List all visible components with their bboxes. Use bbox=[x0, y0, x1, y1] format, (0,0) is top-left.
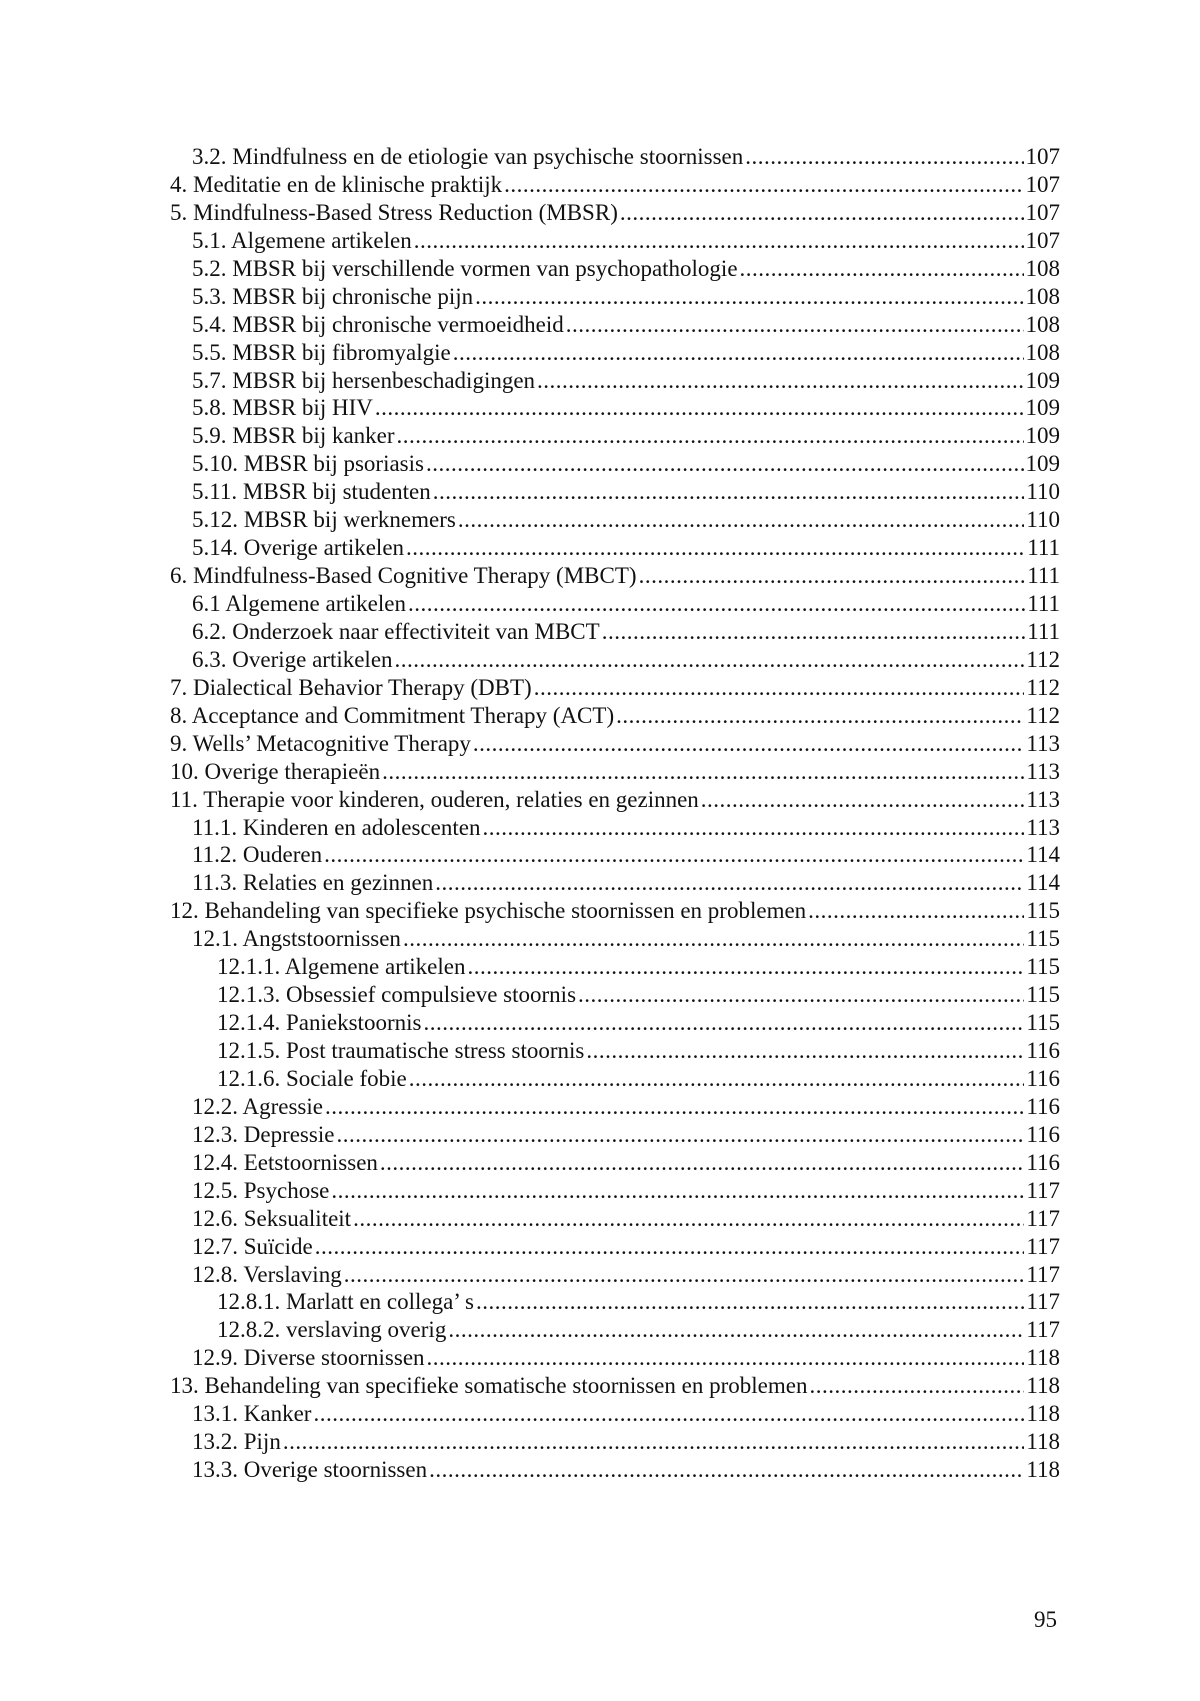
toc-entry[interactable] bbox=[170, 143, 1060, 171]
toc-entry-page: 118 bbox=[1026, 1345, 1060, 1371]
dot-leader bbox=[408, 590, 1025, 618]
toc-entry-page: 117 bbox=[1026, 1233, 1060, 1259]
toc-entry-page: 118 bbox=[1026, 1457, 1060, 1483]
toc-entry-label: 6. Mindfulness-Based Cognitive Therapy (MBCT) bbox=[170, 563, 637, 589]
toc-entry-label: 5.10. MBSR bij psoriasis bbox=[192, 451, 424, 477]
dot-leader bbox=[435, 869, 1024, 897]
toc-entry-page: 117 bbox=[1026, 1261, 1060, 1287]
toc-entry-label: 5.4. MBSR bij chronische vermoeidheid bbox=[192, 311, 564, 337]
toc-entry[interactable] bbox=[170, 1149, 1060, 1177]
toc-entry-label: 11.3. Relaties en gezinnen bbox=[192, 870, 434, 896]
toc-entry-label: 13.2. Pijn bbox=[192, 1429, 281, 1455]
dot-leader bbox=[397, 422, 1024, 450]
toc-entry-page: 116 bbox=[1026, 1038, 1060, 1063]
dot-leader bbox=[534, 674, 1025, 702]
toc-entry-label: 12.6. Seksualiteit bbox=[192, 1205, 352, 1231]
dot-leader bbox=[427, 1344, 1025, 1372]
toc-entry-label: 7. Dialectical Behavior Therapy (DBT) bbox=[170, 674, 532, 700]
toc-entry[interactable] bbox=[170, 1065, 1060, 1093]
toc-entry[interactable] bbox=[170, 786, 1060, 814]
toc-entry-label: 5.14. Overige artikelen bbox=[192, 535, 405, 561]
toc-entry-page: 110 bbox=[1026, 479, 1060, 505]
toc-entry-label: 6.2. Onderzoek naar effectiviteit van MBCT bbox=[192, 618, 600, 644]
toc-entry-label: 9. Wells’ Metacognitive Therapy bbox=[170, 730, 471, 756]
toc-entry-page: 112 bbox=[1026, 702, 1060, 728]
toc-entry-label: 5.12. MBSR bij werknemers bbox=[192, 507, 456, 533]
toc-entry-label: 5.8. MBSR bij HIV bbox=[192, 395, 373, 421]
toc-entry-label: 10. Overige therapieën bbox=[170, 758, 381, 784]
dot-leader bbox=[324, 841, 1024, 869]
toc-entry-page: 114 bbox=[1026, 842, 1060, 868]
toc-entry-page: 109 bbox=[1025, 367, 1060, 393]
dot-leader bbox=[429, 1456, 1024, 1484]
toc-entry[interactable] bbox=[170, 1372, 1060, 1400]
toc-entry-page: 107 bbox=[1025, 227, 1060, 253]
toc-entry-page: 118 bbox=[1026, 1373, 1060, 1399]
toc-entry-label: 6.3. Overige artikelen bbox=[192, 646, 393, 672]
toc-entry[interactable] bbox=[170, 394, 1060, 422]
dot-leader bbox=[406, 534, 1025, 562]
dot-leader bbox=[414, 227, 1024, 255]
toc-entry[interactable] bbox=[170, 953, 1060, 981]
table-of-contents bbox=[170, 143, 1060, 1484]
toc-entry-label: 3.2. Mindfulness en de etiologie van psychische stoornissen bbox=[192, 144, 744, 169]
toc-entry-label: 5.7. MBSR bij hersenbeschadigingen bbox=[192, 367, 536, 393]
toc-entry-page: 118 bbox=[1026, 1429, 1060, 1455]
dot-leader bbox=[423, 1009, 1024, 1037]
toc-entry[interactable] bbox=[170, 1456, 1060, 1484]
dot-leader bbox=[375, 394, 1024, 422]
toc-entry-label: 12.8. Verslaving bbox=[192, 1261, 342, 1287]
toc-entry-page: 116 bbox=[1026, 1149, 1060, 1175]
toc-entry-page: 117 bbox=[1026, 1205, 1060, 1231]
toc-entry-page: 117 bbox=[1026, 1289, 1060, 1315]
dot-leader bbox=[467, 953, 1024, 981]
dot-leader bbox=[336, 1121, 1024, 1149]
toc-entry-label: 12.1.1. Algemene artikelen bbox=[217, 954, 466, 980]
toc-entry[interactable] bbox=[170, 506, 1060, 534]
toc-entry[interactable] bbox=[170, 1233, 1060, 1261]
dot-leader bbox=[473, 730, 1024, 758]
toc-entry-label: 8. Acceptance and Commitment Therapy (ACT) bbox=[170, 702, 615, 728]
toc-entry[interactable] bbox=[170, 227, 1060, 255]
dot-leader bbox=[458, 506, 1024, 534]
toc-entry-label: 12.1. Angststoornissen bbox=[192, 926, 401, 952]
toc-entry-page: 109 bbox=[1025, 423, 1060, 449]
toc-entry[interactable] bbox=[170, 590, 1060, 618]
toc-entry-label: 13.3. Overige stoornissen bbox=[192, 1457, 428, 1483]
toc-entry-page: 109 bbox=[1025, 395, 1060, 421]
dot-leader bbox=[475, 283, 1023, 311]
toc-entry-page: 110 bbox=[1026, 507, 1060, 533]
dot-leader bbox=[745, 143, 1023, 171]
toc-entry[interactable] bbox=[170, 1037, 1060, 1065]
toc-entry-page: 117 bbox=[1026, 1317, 1060, 1343]
toc-entry-page: 116 bbox=[1026, 1065, 1060, 1091]
toc-entry-label: 6.1 Algemene artikelen bbox=[192, 591, 406, 616]
toc-entry-label: 12.1.6. Sociale fobie bbox=[217, 1065, 407, 1091]
toc-entry-page: 112 bbox=[1026, 674, 1060, 700]
dot-leader bbox=[602, 618, 1026, 646]
toc-entry-label: 12.8.2. verslaving overig bbox=[217, 1317, 447, 1343]
toc-entry-page: 111 bbox=[1027, 535, 1060, 561]
dot-leader bbox=[433, 478, 1025, 506]
toc-entry[interactable] bbox=[170, 562, 1060, 590]
dot-leader bbox=[380, 1149, 1024, 1177]
toc-entry[interactable] bbox=[170, 339, 1060, 367]
toc-entry-page: 113 bbox=[1026, 814, 1060, 840]
dot-leader bbox=[578, 981, 1024, 1009]
toc-entry-page: 115 bbox=[1026, 954, 1060, 980]
toc-entry-page: 107 bbox=[1025, 144, 1060, 169]
toc-entry[interactable] bbox=[170, 534, 1060, 562]
toc-entry-label: 13.1. Kanker bbox=[192, 1401, 312, 1427]
toc-entry[interactable] bbox=[170, 171, 1060, 199]
toc-entry-page: 118 bbox=[1026, 1401, 1060, 1427]
toc-entry[interactable] bbox=[170, 367, 1060, 395]
toc-entry-label: 12.1.3. Obsessief compulsieve stoornis bbox=[217, 982, 577, 1008]
toc-entry[interactable] bbox=[170, 981, 1060, 1009]
toc-entry[interactable] bbox=[170, 199, 1060, 227]
dot-leader bbox=[808, 897, 1024, 925]
toc-entry-label: 5.11. MBSR bij studenten bbox=[192, 479, 431, 505]
toc-entry[interactable] bbox=[170, 814, 1060, 842]
dot-leader bbox=[453, 339, 1024, 367]
toc-entry[interactable] bbox=[170, 1261, 1060, 1289]
toc-entry[interactable] bbox=[170, 618, 1060, 646]
toc-entry[interactable] bbox=[170, 422, 1060, 450]
toc-entry-page: 115 bbox=[1026, 898, 1060, 924]
toc-entry-label: 5.5. MBSR bij fibromyalgie bbox=[192, 339, 451, 365]
toc-entry-page: 113 bbox=[1026, 786, 1060, 812]
toc-entry[interactable] bbox=[170, 1316, 1060, 1344]
dot-leader bbox=[331, 1177, 1024, 1205]
toc-entry[interactable] bbox=[170, 1205, 1060, 1233]
toc-entry-label: 12.8.1. Marlatt en collega’ s bbox=[217, 1289, 474, 1315]
toc-entry-page: 108 bbox=[1025, 311, 1060, 337]
toc-entry-label: 12.1.4. Paniekstoornis bbox=[217, 1010, 422, 1036]
dot-leader bbox=[566, 311, 1024, 339]
toc-entry[interactable] bbox=[170, 255, 1060, 283]
dot-leader bbox=[537, 367, 1023, 395]
toc-entry[interactable] bbox=[170, 702, 1060, 730]
toc-entry-label: 12.3. Depressie bbox=[192, 1121, 335, 1147]
toc-entry-page: 116 bbox=[1026, 1093, 1060, 1119]
toc-entry[interactable] bbox=[170, 841, 1060, 869]
toc-entry-label: 11.2. Ouderen bbox=[192, 842, 323, 868]
toc-entry-label: 5. Mindfulness-Based Stress Reduction (MBSR) bbox=[170, 199, 618, 225]
toc-entry-page: 115 bbox=[1026, 1010, 1060, 1036]
dot-leader bbox=[740, 255, 1024, 283]
toc-entry-label: 11.1. Kinderen en adolescenten bbox=[192, 814, 481, 840]
toc-entry-page: 115 bbox=[1026, 926, 1060, 952]
toc-entry-page: 108 bbox=[1025, 255, 1060, 281]
toc-entry[interactable] bbox=[170, 1121, 1060, 1149]
toc-entry-label: 5.3. MBSR bij chronische pijn bbox=[192, 283, 474, 309]
dot-leader bbox=[315, 1233, 1025, 1261]
toc-entry-label: 5.1. Algemene artikelen bbox=[192, 227, 412, 253]
toc-entry-page: 113 bbox=[1026, 730, 1060, 756]
toc-entry-label: 12.9. Diverse stoornissen bbox=[192, 1345, 425, 1371]
toc-entry-page: 113 bbox=[1026, 758, 1060, 784]
toc-entry-page: 115 bbox=[1026, 982, 1060, 1008]
dot-leader bbox=[403, 925, 1024, 953]
toc-entry-label: 5.2. MBSR bij verschillende vormen van psychopathologie bbox=[192, 255, 738, 281]
toc-entry[interactable] bbox=[170, 1177, 1060, 1205]
dot-leader bbox=[353, 1205, 1024, 1233]
dot-leader bbox=[395, 646, 1025, 674]
toc-entry-label: 5.9. MBSR bij kanker bbox=[192, 423, 395, 449]
dot-leader bbox=[382, 758, 1024, 786]
toc-entry-label: 12.4. Eetstoornissen bbox=[192, 1149, 378, 1175]
page-number: 95 bbox=[1034, 1607, 1057, 1632]
dot-leader bbox=[283, 1428, 1025, 1456]
dot-leader bbox=[325, 1093, 1024, 1121]
toc-entry-label: 12.2. Agressie bbox=[192, 1093, 323, 1119]
toc-entry-page: 111 bbox=[1027, 591, 1060, 616]
dot-leader bbox=[344, 1261, 1025, 1289]
toc-entry-page: 111 bbox=[1027, 563, 1060, 589]
toc-entry[interactable] bbox=[170, 758, 1060, 786]
toc-entry-label: 11. Therapie voor kinderen, ouderen, relaties en gezinnen bbox=[170, 786, 699, 812]
toc-entry[interactable] bbox=[170, 478, 1060, 506]
toc-entry-page: 114 bbox=[1026, 870, 1060, 896]
toc-entry-label: 12.1.5. Post traumatische stress stoornis bbox=[217, 1038, 585, 1063]
toc-entry[interactable] bbox=[170, 1344, 1060, 1372]
toc-entry-page: 111 bbox=[1027, 618, 1060, 644]
toc-entry[interactable] bbox=[170, 450, 1060, 478]
dot-leader bbox=[313, 1400, 1024, 1428]
toc-entry[interactable] bbox=[170, 283, 1060, 311]
toc-entry[interactable] bbox=[170, 1400, 1060, 1428]
toc-entry-label: 4. Meditatie en de klinische praktijk bbox=[170, 171, 503, 197]
toc-entry-label: 12.5. Psychose bbox=[192, 1177, 330, 1203]
toc-entry-label: 13. Behandeling van specifieke somatische stoornissen en problemen bbox=[170, 1373, 808, 1399]
toc-entry-page: 109 bbox=[1025, 451, 1060, 477]
dot-leader bbox=[620, 199, 1024, 227]
toc-entry[interactable] bbox=[170, 897, 1060, 925]
dot-leader bbox=[409, 1065, 1025, 1093]
toc-entry-page: 112 bbox=[1026, 646, 1060, 672]
toc-entry-page: 117 bbox=[1026, 1177, 1060, 1203]
toc-entry-page: 108 bbox=[1025, 283, 1060, 309]
dot-leader bbox=[809, 1372, 1024, 1400]
dot-leader bbox=[504, 171, 1023, 199]
dot-leader bbox=[482, 814, 1024, 842]
dot-leader bbox=[616, 702, 1024, 730]
toc-entry-page: 107 bbox=[1025, 199, 1060, 225]
dot-leader bbox=[476, 1288, 1024, 1316]
toc-entry[interactable] bbox=[170, 1009, 1060, 1037]
toc-entry[interactable] bbox=[170, 925, 1060, 953]
toc-entry[interactable] bbox=[170, 869, 1060, 897]
toc-entry-page: 108 bbox=[1025, 339, 1060, 365]
toc-entry[interactable] bbox=[170, 674, 1060, 702]
dot-leader bbox=[586, 1037, 1024, 1065]
toc-entry[interactable] bbox=[170, 646, 1060, 674]
dot-leader bbox=[448, 1316, 1024, 1344]
toc-entry-label: 12.7. Suïcide bbox=[192, 1233, 313, 1259]
toc-entry[interactable] bbox=[170, 1288, 1060, 1316]
dot-leader bbox=[426, 450, 1024, 478]
toc-entry[interactable] bbox=[170, 311, 1060, 339]
dot-leader bbox=[639, 562, 1026, 590]
toc-entry[interactable] bbox=[170, 1093, 1060, 1121]
toc-entry-page: 116 bbox=[1026, 1121, 1060, 1147]
toc-entry-label: 12. Behandeling van specifieke psychische stoornissen en problemen bbox=[170, 898, 807, 924]
toc-entry-page: 107 bbox=[1025, 171, 1060, 197]
toc-entry[interactable] bbox=[170, 730, 1060, 758]
toc-entry[interactable] bbox=[170, 1428, 1060, 1456]
dot-leader bbox=[701, 786, 1025, 814]
